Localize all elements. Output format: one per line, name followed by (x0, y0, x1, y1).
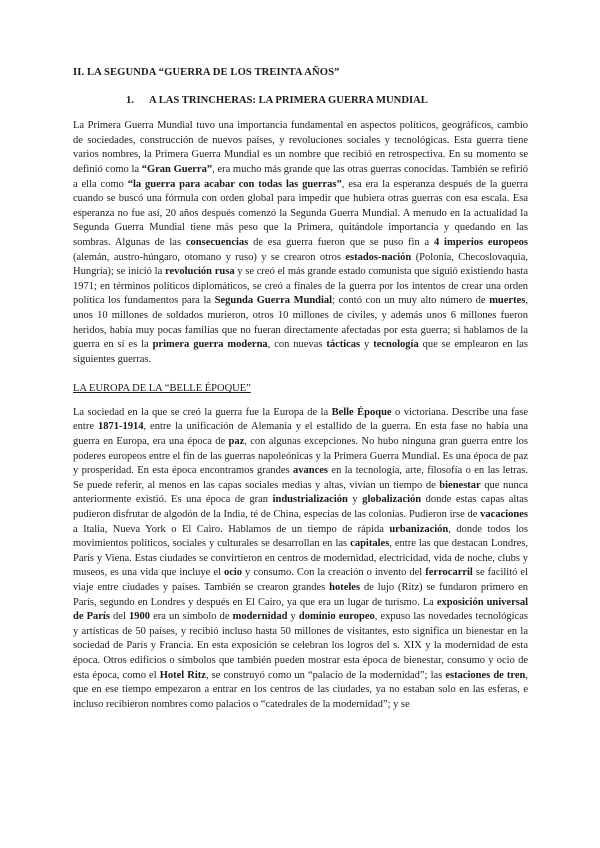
document-title: II. LA SEGUNDA “GUERRA DE LOS TREINTA AÑOS” (73, 67, 340, 78)
heading-number: 1. (126, 94, 134, 106)
paragraph-ww1-intro: La Primera Guerra Mundial tuvo una importancia fundamental en aspectos políticos, geográficos, cambio de sociedades, construcción de nuevos países, y revoluciones sociales y tecnológicas. Esta guerra tiene varios nombres, la Primera Guerra Mundial es un nombre que recibió en retrospectiva. En su momento se definió como la “Gran Guerra”, era mucho más grande que las otras guerras conocidas. También se refirió a ella como “la guerra para acabar con todas las guerras”, esa era la esperanza después de la guerra cuando se buscó una fórmula con orden global para impedir que hubiera otras guerras con esa escala. Esa esperanza no fue así, 20 años después comenzó la Segunda Guerra Mundial. A menudo en la actualidad la Segunda Guerra Mundial tiene más peso que la Primera, quitándole importancia y quedando en las sombras. Algunas de las consecuencias de esa guerra fueron que se puso fin a 4 imperios europeos (alemán, austro-húngaro, otomano y ruso) y se crearon otros estados-nación (Polonia, Checoslovaquia, Hungría); se inició la revolución rusa y se creó el más grande estado comunista que siguió existiendo hasta 1971; en términos políticos diplomáticos, se creó a finales de la guerra por los intentos de crear una orden política los fundamentos para la Segunda Guerra Mundial; contó con un muy alto número de muertes, unos 10 millones de soldados murieron, otros 10 millones de civiles, y además unos 6 millones fueron heridos, había muy pocas familias que no fueran directamente afectadas por esta guerra; si hablamos de la guerra en sí es la primera guerra moderna, con nuevas tácticas y tecnología que se emplearon en las siguientes guerras. (73, 120, 529, 365)
heading-text: A LAS TRINCHERAS: LA PRIMERA GUERRA MUNDIAL (149, 94, 428, 106)
paragraph-belle-epoque: La sociedad en la que se creó la guerra fue la Europa de la Belle Époque o victoriana. Describe una fase entre 1871-1914, entre la unificación de Alemania y el estallido de la guerra. En esta fase no había una guerra en Europa, era una época de paz, con algunas excepciones. No hubo ninguna gran guerra entre los poderes europeos entre el fin de las guerras napoleónicas y la Primera Guerra Mundial. Es una época de paz y prosperidad. En esta época encontramos grandes avances en la tecnología, arte, filosofía o en las letras. Se puede referir, al menos en las capas sociales medias y altas, vivían un tiempo de bienestar que nunca anteriormente existió. Es una época de gran industrialización y globalización donde estas capas altas pudieron disfrutar de algodón de la India, té de China, especias de las colonias. Pudieron irse de vacaciones a Italia, Nueva York o El Cairo. Hablamos de un tiempo de rápida urbanización, donde todos los movimientos políticos, sociales y culturales se desarrollan en las capitales, entre las que destacan Londres, París y Viena. Estas ciudades se convirtieron en centros de modernidad, electricidad, vida de noche, clubs y museos, es una vida que incluye el ocio y consumo. Con la creación o invento del ferrocarril se facilitó el viaje entre ciudades y países. También se crearon grandes hoteles de lujo (Ritz) se fundaron primero en París, segundo en Londres y después en El Cairo, ya que era un lugar de turismo. La exposición universal de París del 1900 era un símbolo de modernidad y dominio europeo, expuso las novedades tecnológicas y artísticas de 50 países, y recibió incluso hasta 50 millones de visitantes, esto significa un bienestar en la sociedad de París y Francia. En esta exposición se celebran los logros del s. XIX y la modernidad de esta época. Otros edificios o símbolos que también pueden mostrar esta época de bienestar, consumo y ocio de esta época, como el Hotel Ritz, se construyó como un “palacio de la modernidad”; las estaciones de tren, que en ese tiempo empezaron a entrar en los centros de las ciudades, ya no estaban solo en las esferas, e incluso recibieron nombres como palacios o “catedrales de la modernidad”; y se (73, 406, 529, 710)
subsection-header-belle-epoque: LA EUROPA DE LA “BELLE ÉPOQUE” (73, 383, 251, 395)
section-heading (73, 94, 528, 109)
